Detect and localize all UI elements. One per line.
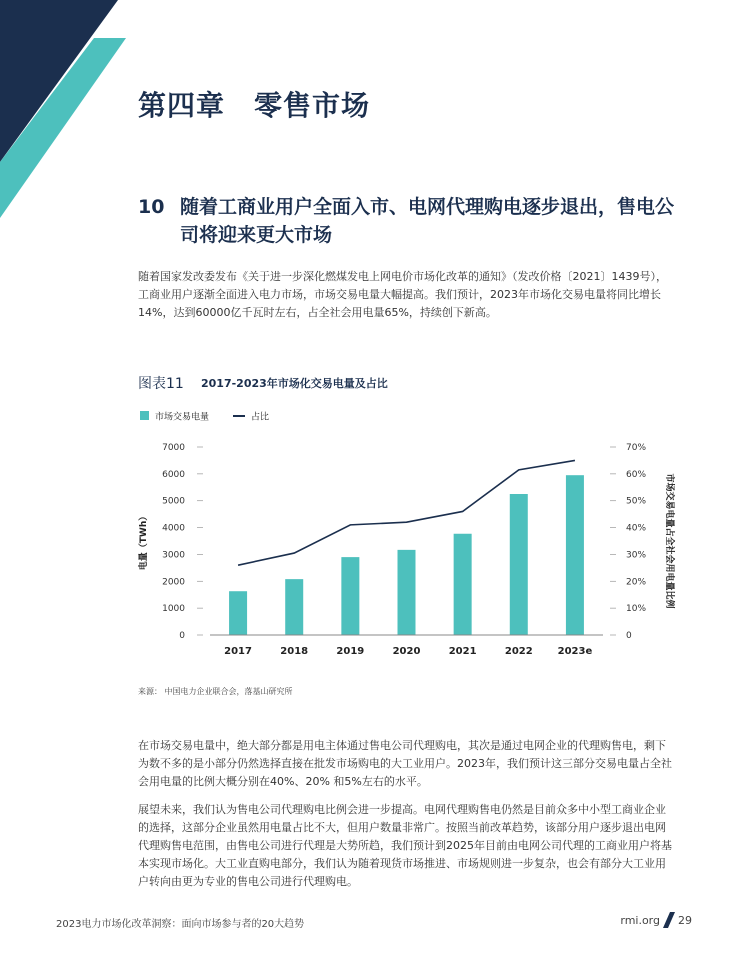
x-tick-label: 2018 <box>280 646 309 657</box>
bar-2019 <box>341 557 359 635</box>
x-tick-label: 2021 <box>448 646 477 657</box>
y-tick-label-left: 1000 <box>162 604 185 615</box>
legend-label-bar: 市场交易电量 <box>155 412 210 423</box>
slash-icon <box>663 912 675 928</box>
x-tick-label: 2023e <box>557 646 593 657</box>
chapter-title: 第四章 零售市场 <box>138 89 371 122</box>
x-tick-label: 2022 <box>504 646 533 657</box>
y-tick-label-left: 0 <box>179 631 185 641</box>
body-paragraph-composition: 在市场交易电量中，绝大部分都是用电主体通过售电公司代理购电，其次是通过电网企业的代理购售电，剩下为数不多的是小部分仍然选择直接在批发市场购电的大工业用户。2023年，我们预计这三部分交易电量占全社会用电量的比例大概分别在40%、20% 和5%左右的水平。 <box>138 739 672 788</box>
legend-label-line: 占比 <box>251 412 270 423</box>
y-axis-title-right: 市场交易电量占全社会用电量比例 <box>664 473 674 609</box>
footer-site-link[interactable]: rmi.org <box>620 913 660 927</box>
y-tick-label-right: 10% <box>626 604 647 615</box>
footer-report-title: 2023电力市场化改革洞察：面向市场参与者的20大趋势 <box>56 919 305 930</box>
bar-2021 <box>454 534 472 635</box>
body-paragraph-outlook: 展望未来，我们认为售电公司代理购电比例会进一步提高。电网代理购售电仍然是目前众多中小型工商业企业的选择，这部分企业虽然用电量占比不大，但用户数量非常广。按照当前改革趋势，该部分用户逐步退出电网代理购售电范围，由售电公司进行代理是大势所趋，我们预计到2025年目前由电网公司代理的工商业用户将基本实现市场化。大工业直购电部分，我们认为随着现货市场推进、市场规则进一步复杂，也会有部分大工业用户转向由更为专业的售电公司进行代理购电。 <box>138 803 672 888</box>
chart-source: 来源： 中国电力企业联合会，落基山研究所 <box>138 687 293 696</box>
y-tick-label-left: 4000 <box>162 523 185 534</box>
y-tick-label-right: 40% <box>626 523 647 534</box>
page-number: 29 <box>678 913 692 927</box>
y-tick-label-left: 5000 <box>162 496 185 507</box>
section-title: 随着工商业用户全面入市、电网代理购电逐步退出，售电公司将迎来更大市场 <box>180 196 675 246</box>
legend-swatch-bar <box>140 411 149 420</box>
intro-paragraph: 随着国家发改委发布《关于进一步深化燃煤发电上网电价市场化改革的通知》（发改价格〔2021〕1439号），工商业用户逐渐全面进入电力市场，市场交易电量大幅提高。我们预计，2023年市场化交易电量将同比增长14%，达到60000亿千瓦时左右，占全社会用电量65%，持续创下新高。 <box>138 270 667 319</box>
x-tick-label: 2020 <box>392 646 421 657</box>
y-tick-label-right: 30% <box>626 550 647 561</box>
y-tick-label-left: 7000 <box>162 443 185 453</box>
figure-title: 2017-2023年市场化交易电量及占比 <box>201 377 388 390</box>
bar-2023e <box>566 475 584 635</box>
bar-2017 <box>229 591 247 635</box>
bar-2020 <box>398 550 416 635</box>
y-tick-label-right: 50% <box>626 496 647 507</box>
y-tick-label-left: 2000 <box>162 577 185 588</box>
y-tick-label-left: 3000 <box>162 550 185 561</box>
y-tick-label-right: 20% <box>626 577 647 588</box>
y-tick-label-right: 0 <box>626 631 632 641</box>
x-tick-label: 2019 <box>336 646 365 657</box>
market-trade-chart <box>130 400 690 670</box>
y-tick-label-right: 60% <box>626 469 647 480</box>
y-axis-title-left: 电量（TWh） <box>139 511 149 571</box>
figure-label: 图表11 <box>138 376 184 392</box>
bar-2018 <box>285 579 303 635</box>
footer-meta <box>620 912 692 928</box>
bar-2022 <box>510 494 528 635</box>
y-tick-label-left: 6000 <box>162 469 185 480</box>
x-tick-label: 2017 <box>224 646 252 657</box>
y-tick-label-right: 70% <box>626 443 647 453</box>
section-number: 10 <box>138 196 165 218</box>
